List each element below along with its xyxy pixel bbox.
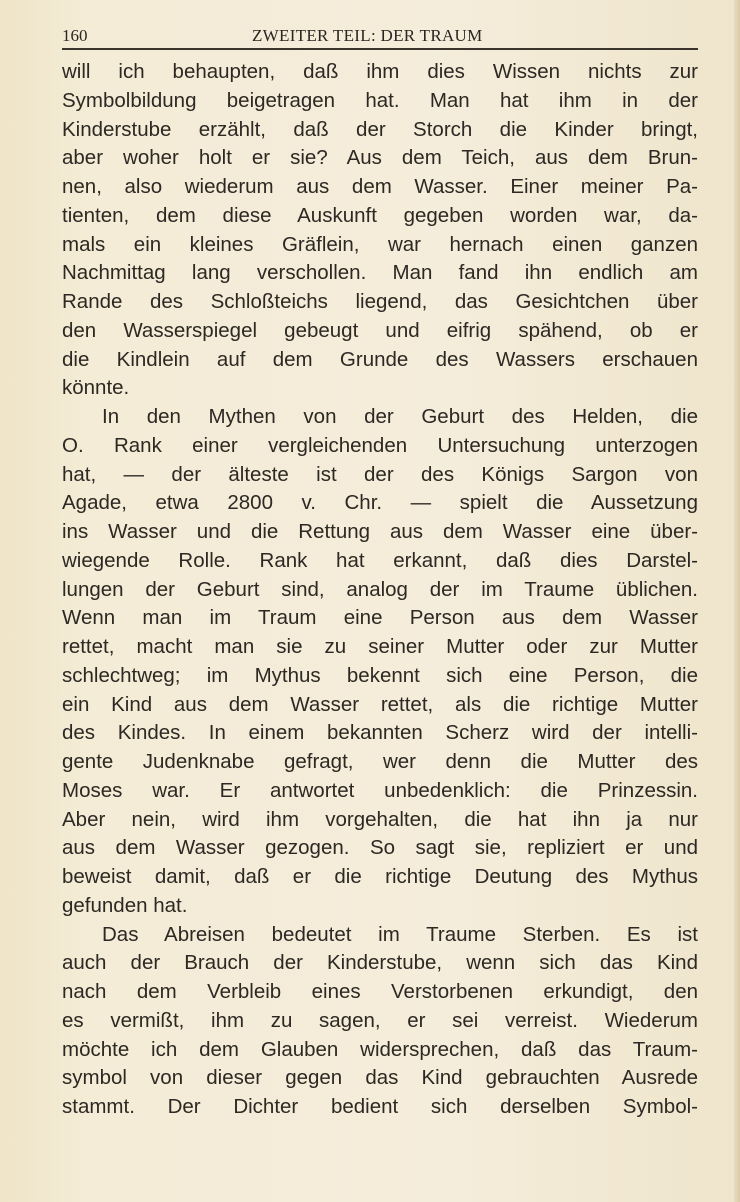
text-line: auch der Brauch der Kinderstube, wenn sich das Kind: [62, 951, 698, 975]
text-line: lungen der Geburt sind, analog der im Traume üblichen.: [62, 577, 698, 601]
text-line: stammt. Der Dichter bedient sich derselben Symbol-: [62, 1095, 698, 1118]
text-line: den Wasserspiegel gebeugt und eifrig spähend, ob er: [62, 318, 698, 342]
page-number: 160: [62, 26, 88, 45]
text-line: Nachmittag lang verschollen. Man fand ihn endlich am: [62, 261, 698, 285]
text-line: rettet, macht man sie zu seiner Mutter oder zur Mutter: [62, 635, 698, 658]
paragraph-start-line: In den Mythen von der Geburt des Helden, die: [102, 405, 698, 428]
text-line: tienten, dem diese Auskunft gegeben worden war, da-: [62, 203, 698, 227]
text-line: hat, — der älteste ist der des Königs Sargon von: [62, 462, 698, 486]
text-line: nen, also wiederum aus dem Wasser. Einer meiner Pa-: [62, 175, 698, 198]
paragraph-end-line: könnte.: [62, 376, 130, 400]
text-line: die Kindlein auf dem Grunde des Wassers erschauen: [62, 347, 698, 371]
text-line: nach dem Verbleib eines Verstorbenen erkundigt, den: [62, 980, 698, 1003]
text-line: Moses war. Er antwortet unbedenklich: die Prinzessin.: [62, 778, 698, 802]
text-line: symbol von dieser gegen das Kind gebrauchten Ausrede: [62, 1066, 698, 1090]
body-text: [62, 58, 698, 1122]
text-line: Kinderstube erzählt, daß der Storch die Kinder bringt,: [62, 117, 698, 141]
chapter-title: ZWEITER TEIL: DER TRAUM: [252, 26, 483, 45]
text-line: aber woher holt er sie? Aus dem Teich, aus dem Brun-: [62, 146, 698, 170]
text-line: Rande des Schloßteichs liegend, das Gesichtchen über: [62, 290, 698, 313]
text-line: Symbolbildung beigetragen hat. Man hat ihm in der: [62, 88, 698, 112]
text-line: schlechtweg; im Mythus bekennt sich eine Person, die: [62, 663, 698, 687]
header-rule: [62, 48, 698, 50]
text-line: Aber nein, wird ihm vorgehalten, die hat ihn ja nur: [62, 807, 698, 831]
text-line: möchte ich dem Glauben widersprechen, daß das Traum-: [62, 1037, 698, 1061]
text-line: will ich behaupten, daß ihm dies Wissen nichts zur: [62, 60, 698, 83]
running-head: [62, 22, 698, 50]
text-line: gente Judenknabe gefragt, wer denn die Mutter des: [62, 750, 698, 773]
text-line: beweist damit, daß er die richtige Deutung des Mythus: [62, 865, 698, 888]
paragraph-start-line: Das Abreisen bedeutet im Traume Sterben. Es ist: [102, 922, 698, 946]
text-line: aus dem Wasser gezogen. So sagt sie, repliziert er und: [62, 836, 698, 860]
text-line: wiegende Rolle. Rank hat erkannt, daß dies Darstel-: [62, 548, 698, 572]
text-line: Wenn man im Traum eine Person aus dem Wasser: [62, 606, 698, 630]
text-line: O. Rank einer vergleichenden Untersuchung unterzogen: [62, 433, 698, 457]
text-line: des Kindes. In einem bekannten Scherz wird der intelli-: [62, 721, 698, 745]
paragraph-end-line: gefunden hat.: [62, 893, 188, 917]
text-line: ein Kind aus dem Wasser rettet, als die richtige Mutter: [62, 692, 698, 716]
text-line: mals ein kleines Gräflein, war hernach einen ganzen: [62, 232, 698, 256]
text-line: es vermißt, ihm zu sagen, er sei verreist. Wiederum: [62, 1008, 698, 1032]
text-line: Agade, etwa 2800 v. Chr. — spielt die Aussetzung: [62, 491, 698, 515]
text-line: ins Wasser und die Rettung aus dem Wasser eine über-: [62, 520, 698, 543]
page-edge: [734, 0, 740, 1202]
